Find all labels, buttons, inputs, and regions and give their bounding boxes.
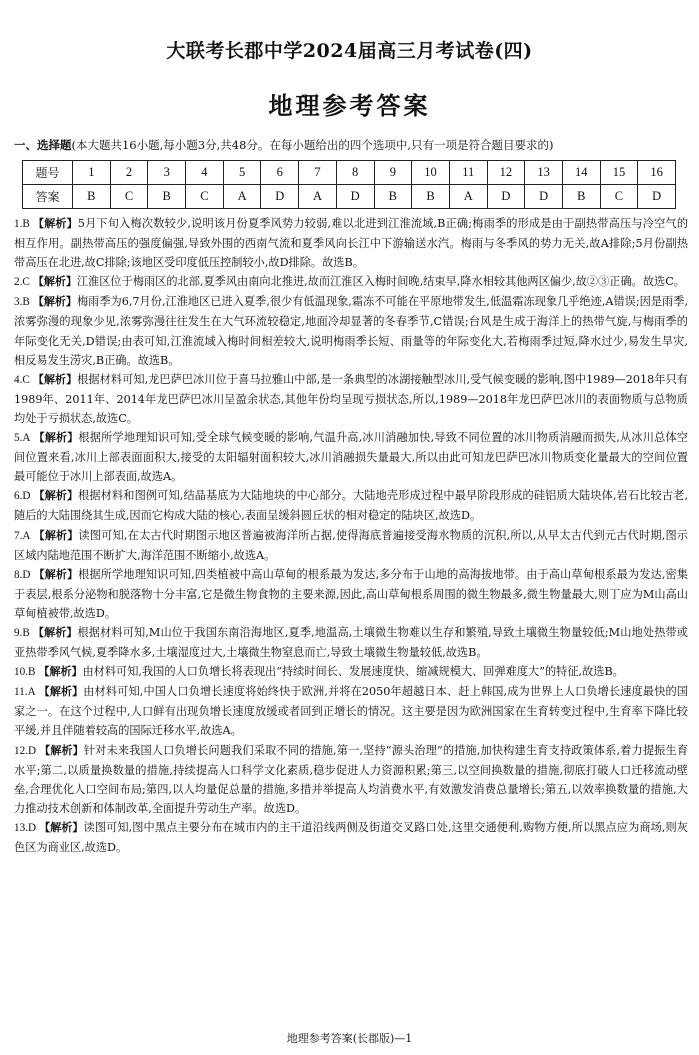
answer-cell: B xyxy=(562,185,600,209)
item-number: 3.B xyxy=(14,296,30,309)
answer-cell: C xyxy=(110,185,148,209)
item-number: 11.A xyxy=(14,686,36,699)
item-number: 10.B xyxy=(14,666,36,679)
analysis-tag: 【解析】 xyxy=(33,489,79,503)
list-item xyxy=(14,214,688,272)
item-text: 针对未来我国人口负增长问题我们采取不同的措施,第一,坚持“源头治理”的措施,加快构建生育支持政策体系,着力提振生育水平;第二,以质量换数量的措施,持续提高人口科学文化素质,稳步促进人力资源积累;第三,以空间换数量的措施,彻底打破人口迁移流动壁垒,合理优化人口空间布局;第四,以人均量促总量的措施,多措并举提高人均消费水平,有效激发消费总量增长;第五,以效率换数量的措施,大力推动技术创新和体制改革,全面提升劳动生产率。故选D。 xyxy=(14,743,689,815)
page-title: 地理参考答案 xyxy=(268,92,431,120)
item-text: 江淮区位于梅雨区的北部,夏季风由南向北推进,故而江淮区入梅时间晚,结束早,降水相较其他两区偏少,故②③正确。故选C。 xyxy=(76,275,685,289)
analysis-tag: 【解析】 xyxy=(33,431,79,445)
page-footer: 地理参考答案(长郡版)—1 xyxy=(286,1032,413,1045)
item-number: 13.D xyxy=(14,821,37,834)
item-text: 根据材料和图例可知,结晶基底为大陆地块的中心部分。大陆地壳形成过程中最早阶段形成的硅铝质大陆块体,岩石比较古老,随后的大陆围绕其生成,因而它构成大陆的核心,表面呈缓斜圆丘状的相对稳定的陆块区,故选D。 xyxy=(14,489,689,523)
question-number-cell: 4 xyxy=(186,161,224,185)
answer-cell: B xyxy=(73,185,111,209)
analysis-tag: 【解析】 xyxy=(32,372,78,386)
answer-cell: D xyxy=(336,185,374,209)
answer-cell: C xyxy=(600,185,638,209)
answer-cell: A xyxy=(299,185,337,209)
list-item xyxy=(14,272,688,292)
list-item xyxy=(14,818,688,857)
question-number-cell: 10 xyxy=(412,161,450,185)
list-item xyxy=(14,526,688,565)
table-row-header: 题号 xyxy=(23,161,73,185)
question-number-cell: 8 xyxy=(336,161,374,185)
list-item xyxy=(14,486,688,525)
question-number-cell: 15 xyxy=(600,161,638,185)
explanation-list xyxy=(14,214,688,857)
item-number: 7.A xyxy=(14,529,31,542)
answer-cell: B xyxy=(374,185,412,209)
item-text: 由材料可知,我国的人口负增长将表现出“持续时间长、发展速度快、缩减规模大、回弹难度大”的特征,故选B。 xyxy=(82,665,624,679)
question-number-cell: 9 xyxy=(374,161,412,185)
question-number-cell: 16 xyxy=(638,161,676,185)
answer-cell: D xyxy=(638,185,676,209)
item-number: 6.D xyxy=(14,490,31,503)
list-item xyxy=(14,741,688,818)
analysis-tag: 【解析】 xyxy=(38,665,83,679)
question-number-cell: 6 xyxy=(261,161,299,185)
list-item xyxy=(14,370,688,428)
answer-table-answer-row xyxy=(23,185,676,209)
analysis-tag: 【解析】 xyxy=(32,625,78,639)
analysis-tag: 【解析】 xyxy=(33,567,79,581)
item-number: 9.B xyxy=(14,626,30,639)
answer-cell: C xyxy=(186,185,224,209)
list-item xyxy=(14,565,688,623)
item-text: 根据材料可知,M山位于我国东南沿海地区,夏季,地温高,土壤微生物难以生存和繁殖,导致土壤微生物量较低;M山地处热带或亚热带季风气候,夏季降水多,土壤湿度过大,土壤微生物窒息而亡,导致土壤微生物量较低,故选B。 xyxy=(14,625,688,660)
analysis-tag: 【解析】 xyxy=(33,528,79,542)
question-number-cell: 2 xyxy=(110,161,148,185)
item-number: 5.A xyxy=(14,432,31,445)
item-text: 5月下旬入梅次数较少,说明该月份夏季风势力较弱,难以北进到江淮流域,B正确;梅雨季的形成是由于副热带高压与冷空气的相互作用。副热带高压的强度偏强,导致外围的西南气流和夏季风向长江中下游输送水汽。梅雨与冬季风的势力无关,故A排除;5月份副热带高压在北进,故C排除;该地区受印度低压控制较小,故D排除。故选B。 xyxy=(14,217,689,270)
header-title: 大联考长郡中学2024届高三月考试卷(四) xyxy=(166,40,533,62)
question-number-cell: 13 xyxy=(525,161,563,185)
answer-cell: B xyxy=(412,185,450,209)
list-item xyxy=(14,428,688,486)
analysis-tag: 【解析】 xyxy=(39,743,84,757)
list-item xyxy=(14,662,688,682)
item-text: 根据所学地理知识可知,四类植被中高山草甸的根系最为发达,多分布于山地的高海拔地带。由于高山草甸根系最为发达,密集于表层,根系分泌物和脱落物十分丰富,它是微生物食物的主要来源,因此,高山草甸根系周围的微生物最多,微生物量最大,则丁应为M山高山草甸植被带,故选D。 xyxy=(14,567,689,620)
question-number-cell: 11 xyxy=(449,161,487,185)
answer-cell: A xyxy=(223,185,261,209)
item-text: 梅雨季为6,7月份,江淮地区已进入夏季,很少有低温现象,霜冻不可能在平原地带发生,低温霜冻现象几乎绝迹,A错误;因是雨季,浓雾弥漫的现象少见,浓雾弥漫往往发生在大气环流较稳定,地面冷却显著的冬春季节,C错误;台风是生成于海洋上的热带气旋,与梅雨季的年际变化无关,D错误;由表可知,江淮流域入梅时间相差较大,说明梅雨季长短、雨量等的年际变化大,若梅雨季过短,降水过少,易发生旱灾,相反易发生涝灾,B正确。故选B。 xyxy=(14,295,689,367)
list-item xyxy=(14,623,688,662)
answer-cell: D xyxy=(487,185,525,209)
answer-cell: A xyxy=(449,185,487,209)
answer-cell: D xyxy=(525,185,563,209)
answer-table xyxy=(22,160,676,209)
question-number-cell: 5 xyxy=(223,161,261,185)
analysis-tag: 【解析】 xyxy=(32,275,77,289)
answer-cell: B xyxy=(148,185,186,209)
analysis-tag: 【解析】 xyxy=(32,295,77,309)
analysis-tag: 【解析】 xyxy=(32,217,78,230)
section-label: 一、选择题 xyxy=(14,138,72,152)
answer-table-number-row xyxy=(23,161,676,185)
item-text: 读图可知,图中黑点主要分布在城市内的主干道沿线两侧及街道交叉路口处,这里交通便利,购物方便,所以黑点应为商场,则灰色区为商业区,故选D。 xyxy=(14,820,688,854)
item-number: 8.D xyxy=(14,568,31,581)
question-number-cell: 3 xyxy=(148,161,186,185)
table-row-header: 答案 xyxy=(23,185,73,209)
list-item xyxy=(14,292,688,369)
item-text: 根据材料可知,龙巴萨巴冰川位于喜马拉雅山中部,是一条典型的冰湖接触型冰川,受气候变暖的影响,图中1989—2018年只有1989年、2011年、2014年龙巴萨巴冰川呈盈余状态,其他年份均呈现亏损状态,所以,1989—2018年龙巴萨巴冰川的表面物质与总物质均处于亏损状态,故选C。 xyxy=(14,372,688,425)
item-number: 1.B xyxy=(14,218,30,230)
answer-cell: D xyxy=(261,185,299,209)
section-intro xyxy=(14,137,694,153)
analysis-tag: 【解析】 xyxy=(39,820,84,834)
item-number: 4.C xyxy=(14,373,30,386)
section-instructions: (本大题共16小题,每小题3分,共48分。在每小题给出的四个选项中,只有一项是符合题目要求的) xyxy=(71,138,554,152)
item-text: 根据所学地理知识可知,受全球气候变暖的影响,气温升高,冰川消融加快,导致不同位置的冰川物质消融而损失,从冰川总体空间位置来看,冰川上部表面面积大,接受的太阳辐射面积较大,冰川消融损失量最大,所以由此可知龙巴萨巴冰川物质变化量最大的空间位置最可能位于冰川上部表面,故选A。 xyxy=(14,431,688,484)
list-item xyxy=(14,682,688,740)
item-number: 2.C xyxy=(14,276,30,289)
item-text: 读图可知,在太古代时期图示地区普遍被海洋所占据,使得海底普遍接受海水物质的沉积,所以,从早太古代到元古代时期,图示区域内陆地范围不断扩大,海洋范围不断缩小,故选A。 xyxy=(14,528,688,562)
question-number-cell: 1 xyxy=(73,161,111,185)
question-number-cell: 14 xyxy=(562,161,600,185)
item-text: 由材料可知,中国人口负增长速度将始终快于欧洲,并将在2050年超越日本、赶上韩国,成为世界上人口负增长速度最快的国家之一。在这个过程中,人口鲜有出现负增长速度放缓或者回到正增长的情况。这主要是因为欧洲国家在生育转变过程中,生育率下降比较平缓,并且伴随着较高的国际迁移水平,故选A。 xyxy=(14,685,688,738)
analysis-tag: 【解析】 xyxy=(38,685,84,699)
item-number: 12.D xyxy=(14,744,37,757)
question-number-cell: 12 xyxy=(487,161,525,185)
question-number-cell: 7 xyxy=(299,161,337,185)
